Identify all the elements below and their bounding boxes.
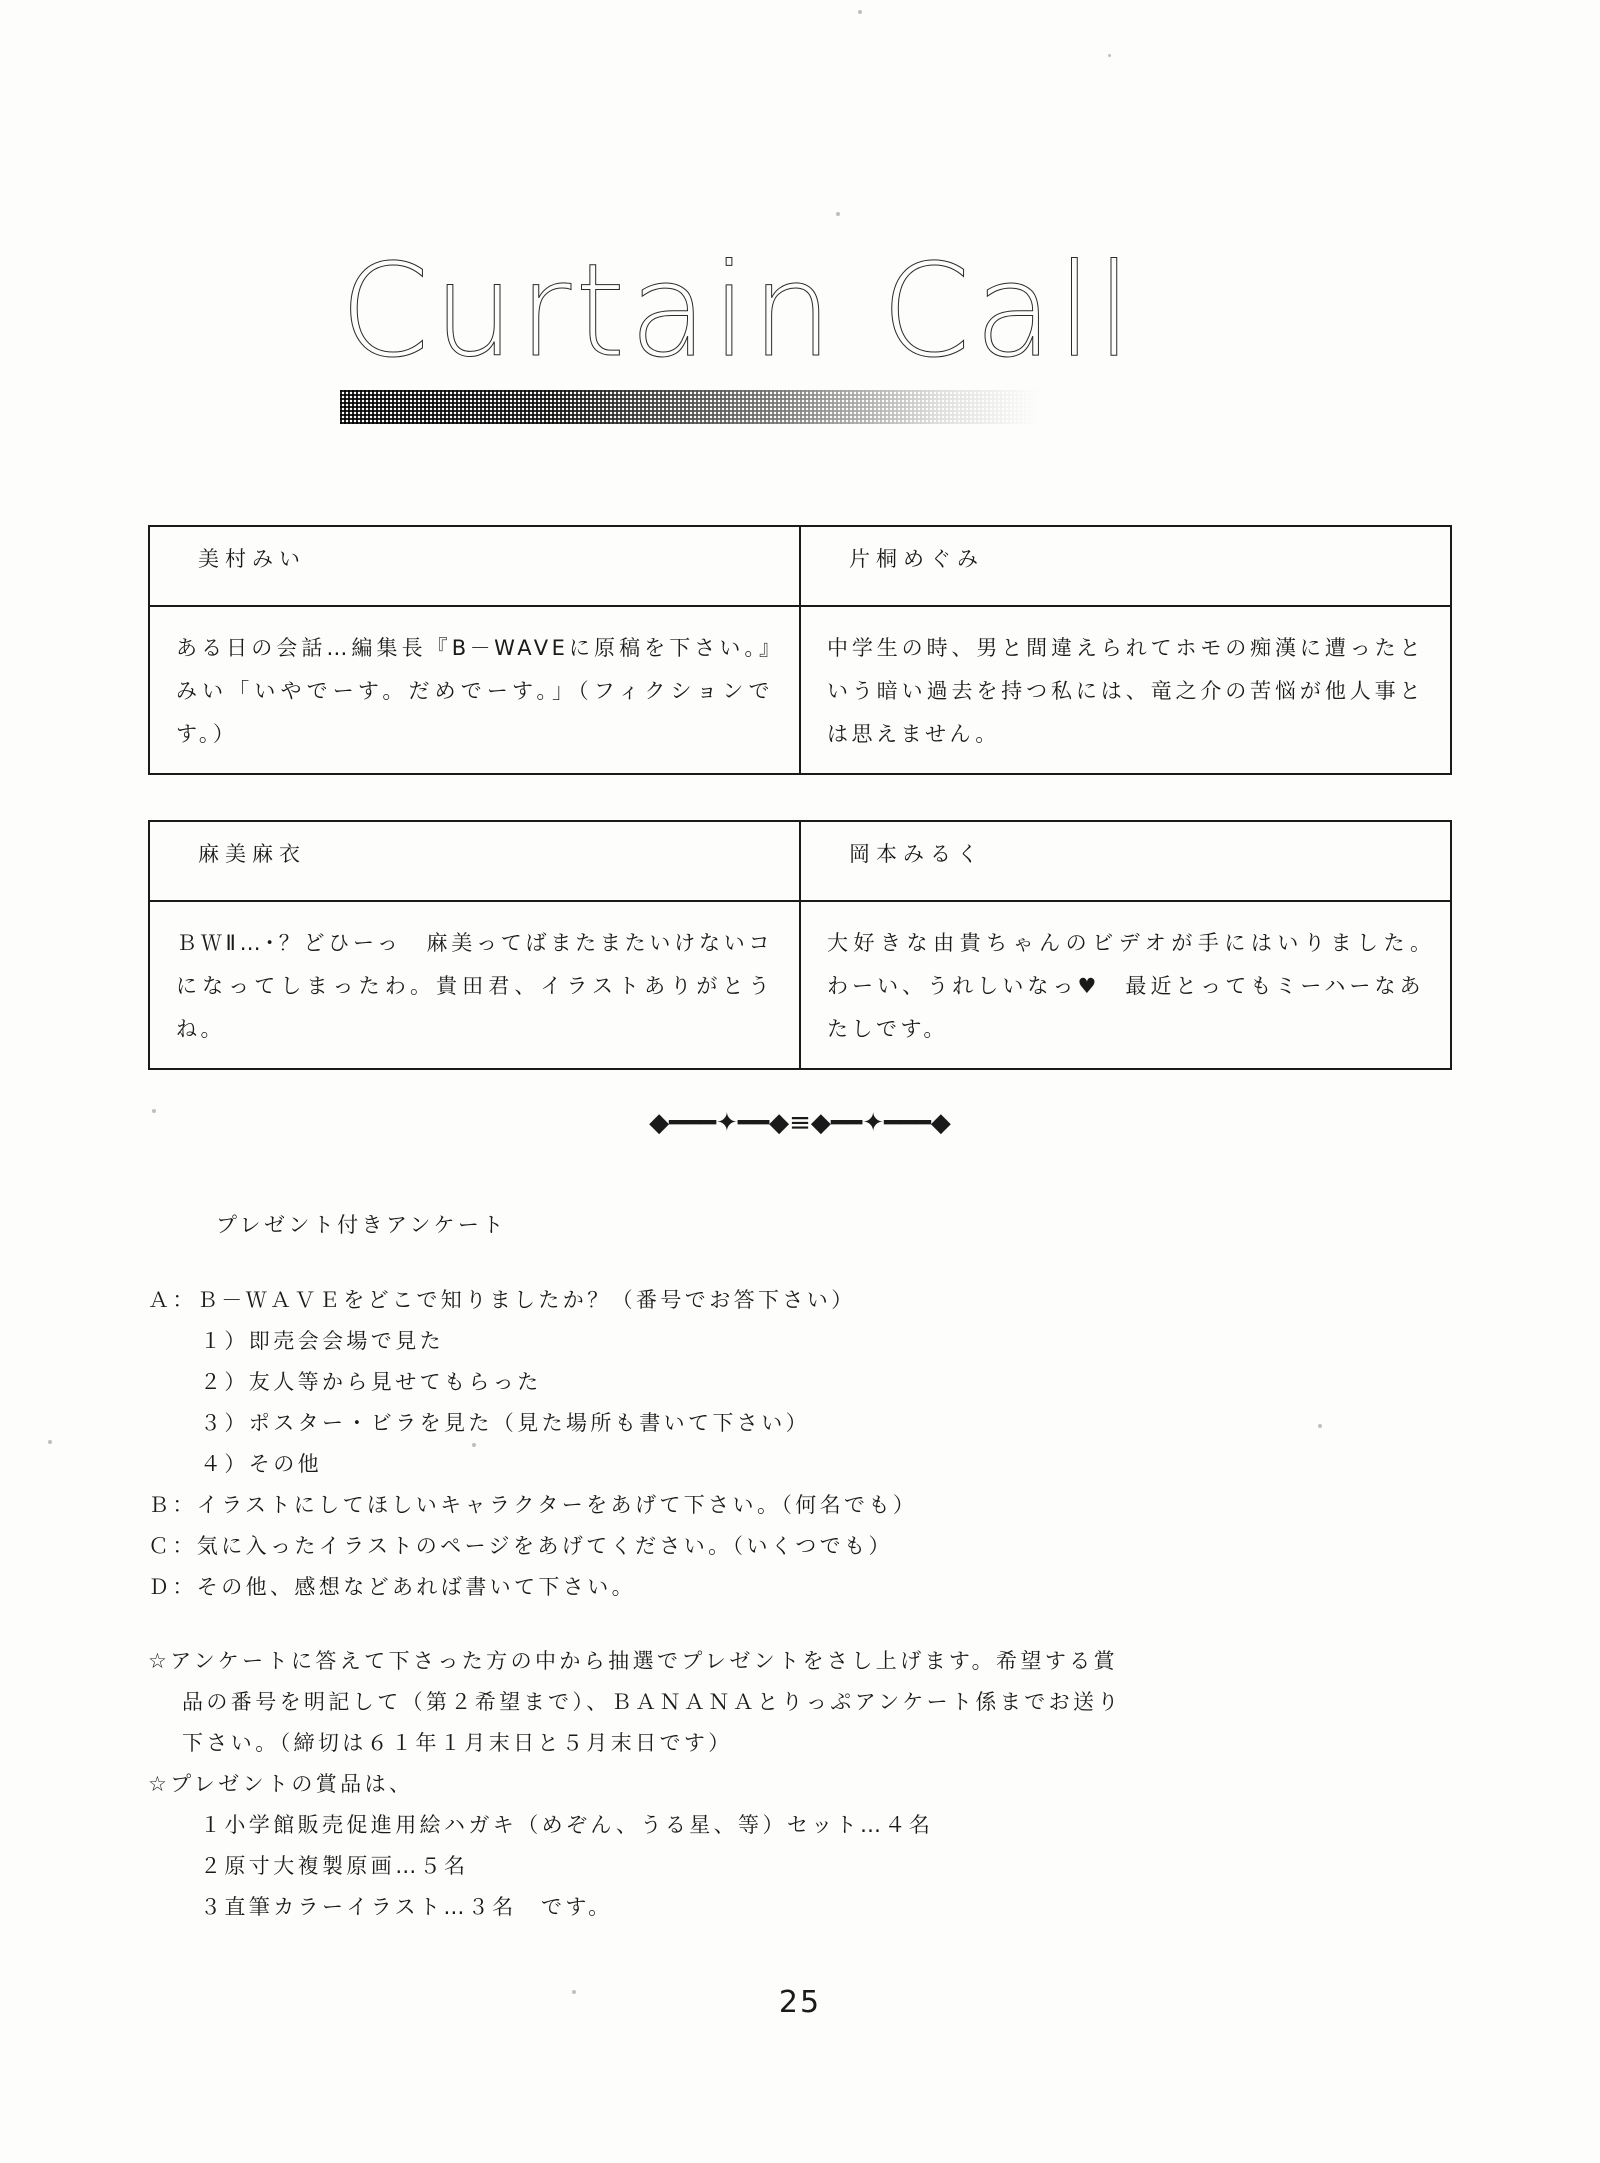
prizes-heading: ☆プレゼントの賞品は、 xyxy=(148,1772,414,1797)
table-cell-body xyxy=(800,606,1451,774)
table-cell-body xyxy=(149,606,800,774)
prize-item: ３直筆カラーイラスト…３名 です。 xyxy=(200,1895,613,1920)
ornament-glyphs: ◆━━━✦━━◆≡◆━━✦━━━◆ xyxy=(649,1108,951,1138)
survey-question: Ｃ：気に入ったイラストのページをあげてください。（いくつでも） xyxy=(148,1533,893,1558)
survey-notice-line: ☆アンケートに答えて下さった方の中から抽選でプレゼントをさし上げます。希望する賞 xyxy=(148,1649,1119,1674)
survey-question: Ｄ：その他、感想などあれば書いて下さい。 xyxy=(148,1574,636,1599)
table-cell-name xyxy=(800,821,1451,901)
table-cell-name xyxy=(149,821,800,901)
table-row xyxy=(149,901,1451,1069)
survey-option: ３）ポスター・ビラを見た（見た場所も書いて下さい） xyxy=(200,1410,810,1435)
contributor-comment: 大好きな由貴ちゃんのビデオが手にはいりました。 わーい、うれしいなっ♥ 最近とってもミーハーなあたしです。 xyxy=(827,931,1449,1042)
contributor-name: 片桐めぐみ xyxy=(849,547,984,571)
survey-option: ４）その他 xyxy=(200,1451,322,1476)
scan-speck xyxy=(1108,54,1111,57)
contributor-name: 美村みい xyxy=(198,547,306,571)
survey-heading: プレゼント付きアンケート xyxy=(216,1213,507,1237)
prize-item: ２原寸大複製原画…５名 xyxy=(200,1854,469,1879)
table-row xyxy=(149,526,1451,606)
survey-notice-line: 下さい。（締切は６１年１月末日と５月末日です） xyxy=(182,1731,733,1756)
scan-speck xyxy=(836,212,840,216)
table-cell-name xyxy=(800,526,1451,606)
spacer xyxy=(148,1607,1458,1641)
page-title: Curtain Call xyxy=(340,237,1137,386)
survey-question: Ａ：Ｂ－ＷＡＶＥをどこで知りましたか？（番号でお答下さい） xyxy=(148,1287,856,1312)
contributor-comment: ＢＷⅡ…･？どひーっ 麻美ってばまたまたいけないコになってしまったわ。貴田君、イラストありがとうね。 xyxy=(176,931,773,1042)
contributor-comment: ある日の会話…編集長『B－WAVEに原稿を下さい。』 みい「いやでーす。だめでーす。」（フィクションです。） xyxy=(176,636,798,747)
survey-section xyxy=(148,1205,1458,1928)
page-title-block xyxy=(340,237,1200,386)
table-cell-body xyxy=(149,901,800,1069)
table-cell-name xyxy=(149,526,800,606)
table-cell-body xyxy=(800,901,1451,1069)
table-row xyxy=(149,821,1451,901)
survey-option: １）即売会会場で見た xyxy=(200,1328,444,1353)
table-row xyxy=(149,606,1451,774)
contributor-name: 麻美麻衣 xyxy=(198,842,306,866)
ornament-divider xyxy=(0,1108,1600,1138)
contributor-comments-table-2 xyxy=(148,820,1452,1070)
scan-speck xyxy=(858,10,862,14)
survey-option: ２）友人等から見せてもらった xyxy=(200,1369,542,1394)
contributor-comment: 中学生の時、男と間違えられてホモの痴漢に遭ったという暗い過去を持つ私には、竜之介の苦悩が他人事とは思えません。 xyxy=(827,636,1424,747)
contributor-name: 岡本みるく xyxy=(849,842,984,866)
prize-item: １小学館販売促進用絵ハガキ（めぞん、うる星、等）セット…４名 xyxy=(200,1813,934,1838)
scan-speck xyxy=(48,1440,52,1444)
contributor-comments-table-1 xyxy=(148,525,1452,775)
survey-question: Ｂ：イラストにしてほしいキャラクターをあげて下さい。（何名でも） xyxy=(148,1492,918,1517)
title-halftone-underline xyxy=(340,390,1040,424)
page-number: 25 xyxy=(778,1985,822,2020)
survey-notice-line: 品の番号を明記して（第２希望まで）、ＢＡＮＡＮＡとりっぷアンケート係までお送り xyxy=(182,1690,1122,1715)
